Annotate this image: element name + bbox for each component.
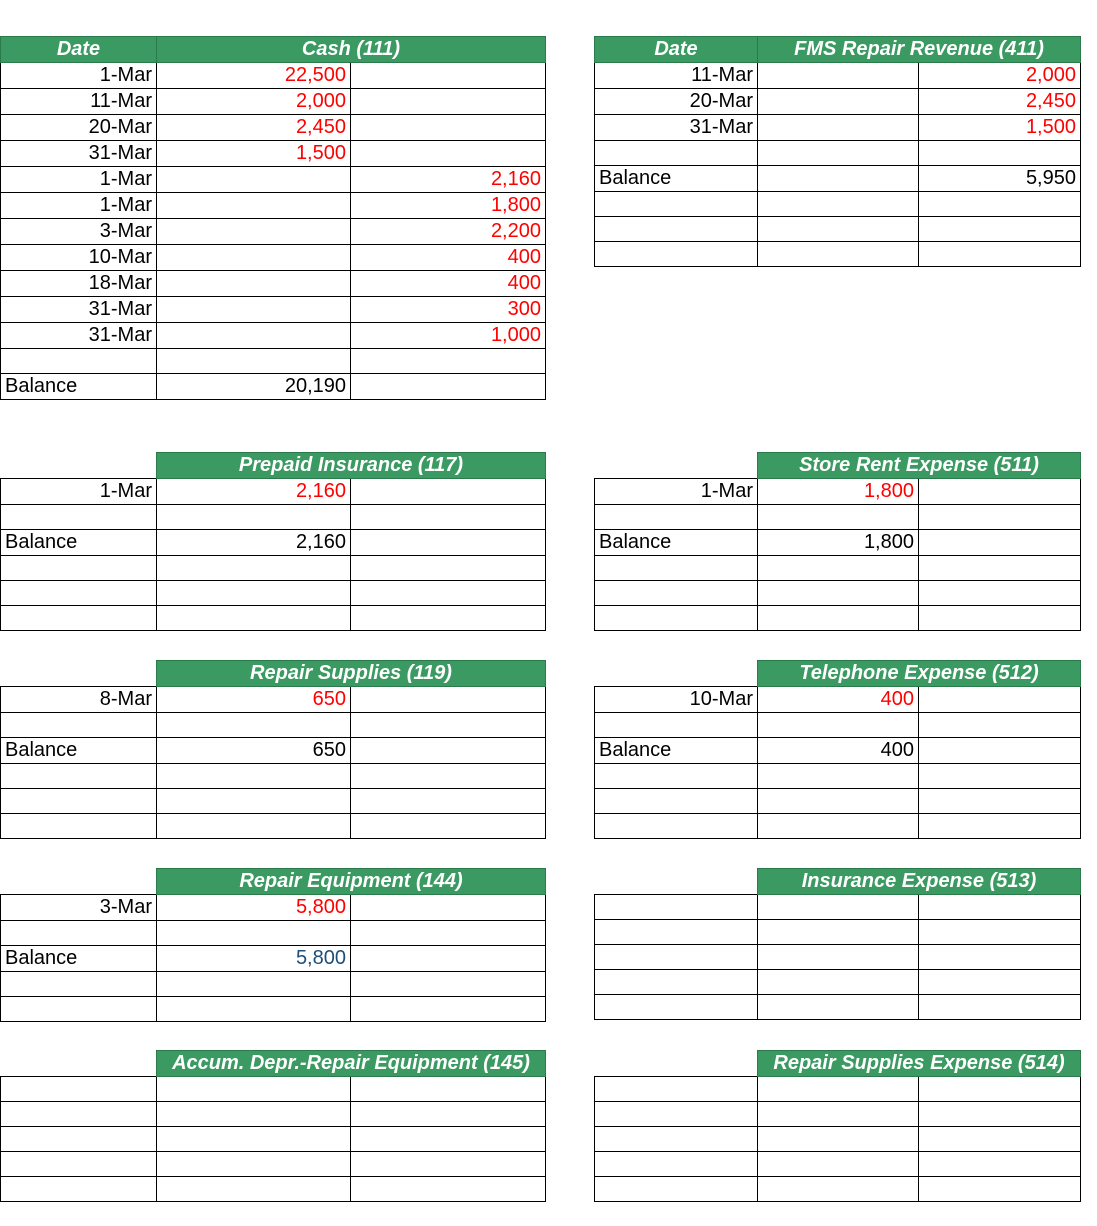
account-title: Insurance Expense (513) <box>758 869 1081 895</box>
balance-debit[interactable]: 1,800 <box>758 530 919 556</box>
cell-date[interactable]: 1-Mar <box>1 63 157 89</box>
empty-cell[interactable] <box>919 242 1081 267</box>
empty-cell[interactable] <box>157 1077 351 1102</box>
empty-cell[interactable] <box>758 764 919 789</box>
empty-cell[interactable] <box>595 1127 758 1152</box>
cell-credit[interactable] <box>919 479 1081 505</box>
cell-date[interactable]: 20-Mar <box>1 115 157 141</box>
header-spacer <box>595 1051 758 1077</box>
balance-credit[interactable] <box>919 738 1081 764</box>
ledger-store-rent-expense <box>594 452 1081 631</box>
empty-cell[interactable] <box>919 713 1081 738</box>
empty-cell[interactable] <box>758 1077 919 1102</box>
header-spacer <box>1 869 157 895</box>
empty-cell[interactable] <box>595 1177 758 1202</box>
empty-row <box>595 945 1081 970</box>
cell-date[interactable]: 18-Mar <box>1 271 157 297</box>
balance-row <box>595 530 1081 556</box>
empty-cell[interactable] <box>157 556 351 581</box>
empty-cell[interactable] <box>595 192 758 217</box>
empty-cell[interactable] <box>1 789 157 814</box>
empty-cell[interactable] <box>351 814 546 839</box>
table-row <box>1 193 546 219</box>
cell-debit[interactable] <box>157 271 351 297</box>
cell-credit[interactable]: 1,000 <box>351 323 546 349</box>
balance-label[interactable]: Balance <box>595 738 758 764</box>
table-row <box>1 167 546 193</box>
balance-debit[interactable]: 650 <box>157 738 351 764</box>
empty-cell[interactable] <box>758 995 919 1020</box>
empty-cell[interactable] <box>919 192 1081 217</box>
empty-cell[interactable] <box>595 141 758 166</box>
empty-cell[interactable] <box>1 505 157 530</box>
empty-row <box>1 556 546 581</box>
empty-cell[interactable] <box>758 141 919 166</box>
empty-cell[interactable] <box>157 814 351 839</box>
balance-credit[interactable] <box>351 946 546 972</box>
empty-row <box>595 713 1081 738</box>
cell-date[interactable]: 1-Mar <box>595 479 758 505</box>
empty-cell[interactable] <box>1 764 157 789</box>
empty-cell[interactable] <box>919 606 1081 631</box>
cell-date[interactable]: 3-Mar <box>1 219 157 245</box>
empty-cell[interactable] <box>351 713 546 738</box>
cell-debit[interactable]: 5,800 <box>157 895 351 921</box>
cell-debit[interactable] <box>758 115 919 141</box>
cell-date[interactable]: 11-Mar <box>595 63 758 89</box>
empty-cell[interactable] <box>351 556 546 581</box>
cell-debit[interactable]: 2,450 <box>157 115 351 141</box>
empty-cell[interactable] <box>758 1127 919 1152</box>
cell-credit[interactable]: 2,450 <box>919 89 1081 115</box>
empty-row <box>595 505 1081 530</box>
cell-date[interactable]: 10-Mar <box>595 687 758 713</box>
table-row <box>595 687 1081 713</box>
empty-cell[interactable] <box>919 1177 1081 1202</box>
empty-cell[interactable] <box>351 1102 546 1127</box>
cell-date[interactable]: 31-Mar <box>1 297 157 323</box>
ledger-repair-equipment <box>0 868 546 1022</box>
empty-cell[interactable] <box>919 556 1081 581</box>
empty-cell[interactable] <box>919 217 1081 242</box>
empty-cell[interactable] <box>595 1152 758 1177</box>
table-row <box>1 687 546 713</box>
empty-cell[interactable] <box>919 141 1081 166</box>
ledger-prepaid-insurance <box>0 452 546 631</box>
cell-date[interactable]: 3-Mar <box>1 895 157 921</box>
empty-row <box>595 217 1081 242</box>
empty-cell[interactable] <box>595 1077 758 1102</box>
balance-label[interactable]: Balance <box>1 530 157 556</box>
cell-debit[interactable] <box>157 219 351 245</box>
empty-cell[interactable] <box>351 1152 546 1177</box>
table-row <box>1 141 546 167</box>
ledger-repair-supplies-expense <box>594 1050 1081 1202</box>
header-spacer <box>1 453 157 479</box>
cell-debit[interactable]: 22,500 <box>157 63 351 89</box>
header-spacer <box>1 1051 157 1077</box>
empty-cell[interactable] <box>157 581 351 606</box>
empty-row <box>595 581 1081 606</box>
empty-row <box>595 895 1081 920</box>
empty-cell[interactable] <box>157 606 351 631</box>
empty-cell[interactable] <box>595 789 758 814</box>
cell-credit[interactable] <box>919 687 1081 713</box>
empty-cell[interactable] <box>351 1177 546 1202</box>
empty-cell[interactable] <box>157 764 351 789</box>
account-title: Repair Supplies (119) <box>157 661 546 687</box>
empty-cell[interactable] <box>758 505 919 530</box>
empty-row <box>1 972 546 997</box>
empty-cell[interactable] <box>595 581 758 606</box>
empty-row <box>595 1127 1081 1152</box>
cell-date[interactable]: 8-Mar <box>1 687 157 713</box>
ledger-cash <box>0 36 546 400</box>
empty-cell[interactable] <box>351 1077 546 1102</box>
cell-credit[interactable]: 300 <box>351 297 546 323</box>
empty-cell[interactable] <box>919 895 1081 920</box>
cell-credit[interactable]: 1,500 <box>919 115 1081 141</box>
cell-credit[interactable] <box>351 63 546 89</box>
empty-cell[interactable] <box>919 920 1081 945</box>
balance-debit[interactable]: 20,190 <box>157 374 351 400</box>
empty-cell[interactable] <box>758 789 919 814</box>
cell-date[interactable]: 1-Mar <box>1 479 157 505</box>
cell-date[interactable]: 1-Mar <box>1 167 157 193</box>
empty-cell[interactable] <box>351 1127 546 1152</box>
cell-debit[interactable]: 1,800 <box>758 479 919 505</box>
cell-date[interactable]: 31-Mar <box>595 115 758 141</box>
empty-cell[interactable] <box>1 556 157 581</box>
empty-cell[interactable] <box>758 920 919 945</box>
cell-credit[interactable] <box>351 687 546 713</box>
cell-credit[interactable]: 2,200 <box>351 219 546 245</box>
cell-date[interactable]: 10-Mar <box>1 245 157 271</box>
cell-debit[interactable]: 2,160 <box>157 479 351 505</box>
table-row <box>1 115 546 141</box>
empty-cell[interactable] <box>157 1127 351 1152</box>
cell-date[interactable]: 31-Mar <box>1 141 157 167</box>
empty-cell[interactable] <box>351 606 546 631</box>
account-title: Repair Supplies Expense (514) <box>758 1051 1081 1077</box>
empty-cell[interactable] <box>1 1102 157 1127</box>
empty-cell[interactable] <box>919 970 1081 995</box>
cell-debit[interactable]: 650 <box>157 687 351 713</box>
empty-cell[interactable] <box>351 921 546 946</box>
balance-row <box>1 530 546 556</box>
empty-cell[interactable] <box>919 1077 1081 1102</box>
empty-cell[interactable] <box>157 921 351 946</box>
cell-credit[interactable] <box>351 89 546 115</box>
cell-debit[interactable] <box>157 323 351 349</box>
empty-cell[interactable] <box>758 895 919 920</box>
table-row <box>595 115 1081 141</box>
empty-row <box>1 349 546 374</box>
empty-row <box>595 192 1081 217</box>
balance-credit[interactable] <box>351 374 546 400</box>
empty-cell[interactable] <box>758 556 919 581</box>
empty-row <box>1 606 546 631</box>
empty-cell[interactable] <box>758 1152 919 1177</box>
header-spacer <box>595 453 758 479</box>
empty-cell[interactable] <box>1 1077 157 1102</box>
empty-cell[interactable] <box>919 789 1081 814</box>
cell-debit[interactable] <box>758 63 919 89</box>
empty-cell[interactable] <box>919 814 1081 839</box>
balance-debit[interactable]: 5,800 <box>157 946 351 972</box>
empty-cell[interactable] <box>157 789 351 814</box>
empty-row <box>595 920 1081 945</box>
empty-cell[interactable] <box>919 764 1081 789</box>
empty-row <box>1 581 546 606</box>
empty-cell[interactable] <box>595 895 758 920</box>
empty-cell[interactable] <box>758 1177 919 1202</box>
empty-cell[interactable] <box>758 945 919 970</box>
empty-cell[interactable] <box>351 764 546 789</box>
table-row <box>1 271 546 297</box>
empty-cell[interactable] <box>157 713 351 738</box>
empty-cell[interactable] <box>595 713 758 738</box>
header-date: Date <box>595 37 758 63</box>
empty-cell[interactable] <box>351 581 546 606</box>
empty-cell[interactable] <box>595 556 758 581</box>
empty-cell[interactable] <box>595 505 758 530</box>
cell-credit[interactable]: 2,000 <box>919 63 1081 89</box>
empty-cell[interactable] <box>595 945 758 970</box>
cell-debit[interactable]: 1,500 <box>157 141 351 167</box>
empty-row <box>1 713 546 738</box>
empty-cell[interactable] <box>1 997 157 1022</box>
account-title: Cash (111) <box>157 37 546 63</box>
empty-cell[interactable] <box>758 242 919 267</box>
cell-credit[interactable] <box>351 115 546 141</box>
empty-row <box>1 1102 546 1127</box>
balance-credit[interactable]: 5,950 <box>919 166 1081 192</box>
empty-cell[interactable] <box>919 1102 1081 1127</box>
empty-cell[interactable] <box>1 606 157 631</box>
ledger-revenue <box>594 36 1081 267</box>
table-row <box>595 63 1081 89</box>
empty-row <box>595 1077 1081 1102</box>
table-row <box>1 297 546 323</box>
cell-credit[interactable] <box>351 141 546 167</box>
ledger-telephone-expense <box>594 660 1081 839</box>
table-row <box>1 89 546 115</box>
balance-debit[interactable]: 2,160 <box>157 530 351 556</box>
empty-row <box>595 141 1081 166</box>
account-title: Accum. Depr.-Repair Equipment (145) <box>157 1051 546 1077</box>
empty-cell[interactable] <box>758 814 919 839</box>
empty-cell[interactable] <box>758 970 919 995</box>
balance-label[interactable]: Balance <box>595 530 758 556</box>
empty-row <box>595 995 1081 1020</box>
cell-date[interactable]: 31-Mar <box>1 323 157 349</box>
empty-row <box>1 764 546 789</box>
empty-cell[interactable] <box>919 945 1081 970</box>
account-title: FMS Repair Revenue (411) <box>758 37 1081 63</box>
cell-date[interactable]: 11-Mar <box>1 89 157 115</box>
empty-row <box>1 997 546 1022</box>
empty-row <box>1 1077 546 1102</box>
cell-credit[interactable]: 400 <box>351 271 546 297</box>
table-row <box>1 323 546 349</box>
account-title: Repair Equipment (144) <box>157 869 546 895</box>
cell-debit[interactable] <box>157 167 351 193</box>
empty-row <box>595 1102 1081 1127</box>
empty-cell[interactable] <box>919 581 1081 606</box>
cell-debit[interactable] <box>157 245 351 271</box>
empty-row <box>595 556 1081 581</box>
cell-credit[interactable]: 1,800 <box>351 193 546 219</box>
empty-row <box>595 1177 1081 1202</box>
header-spacer <box>595 661 758 687</box>
header-spacer <box>595 869 758 895</box>
ledger-accum-depr <box>0 1050 546 1202</box>
empty-cell[interactable] <box>595 217 758 242</box>
table-row <box>1 219 546 245</box>
balance-credit[interactable] <box>351 738 546 764</box>
empty-row <box>1 789 546 814</box>
empty-cell[interactable] <box>919 1152 1081 1177</box>
empty-cell[interactable] <box>758 581 919 606</box>
empty-cell[interactable] <box>157 505 351 530</box>
table-row <box>1 479 546 505</box>
account-title: Store Rent Expense (511) <box>758 453 1081 479</box>
cell-credit[interactable] <box>351 895 546 921</box>
empty-cell[interactable] <box>157 972 351 997</box>
ledger-insurance-expense <box>594 868 1081 1020</box>
table-row <box>1 895 546 921</box>
empty-cell[interactable] <box>1 349 157 374</box>
empty-row <box>595 1152 1081 1177</box>
empty-cell[interactable] <box>758 1102 919 1127</box>
empty-row <box>595 764 1081 789</box>
cell-debit[interactable] <box>758 89 919 115</box>
header-spacer <box>1 661 157 687</box>
empty-cell[interactable] <box>157 997 351 1022</box>
cell-date[interactable]: 1-Mar <box>1 193 157 219</box>
empty-cell[interactable] <box>157 1177 351 1202</box>
balance-row <box>595 166 1081 192</box>
empty-cell[interactable] <box>919 1127 1081 1152</box>
empty-row <box>595 814 1081 839</box>
cell-debit[interactable]: 2,000 <box>157 89 351 115</box>
empty-cell[interactable] <box>1 1127 157 1152</box>
balance-credit[interactable] <box>351 530 546 556</box>
empty-row <box>1 814 546 839</box>
empty-cell[interactable] <box>351 972 546 997</box>
empty-cell[interactable] <box>1 1152 157 1177</box>
empty-cell[interactable] <box>595 606 758 631</box>
empty-cell[interactable] <box>1 814 157 839</box>
balance-debit[interactable]: 400 <box>758 738 919 764</box>
balance-debit[interactable] <box>758 166 919 192</box>
empty-cell[interactable] <box>919 995 1081 1020</box>
empty-cell[interactable] <box>595 814 758 839</box>
empty-cell[interactable] <box>758 217 919 242</box>
balance-label[interactable]: Balance <box>1 374 157 400</box>
table-row <box>595 89 1081 115</box>
empty-row <box>1 1152 546 1177</box>
empty-cell[interactable] <box>351 789 546 814</box>
balance-row <box>595 738 1081 764</box>
empty-cell[interactable] <box>1 581 157 606</box>
empty-cell[interactable] <box>1 972 157 997</box>
empty-cell[interactable] <box>758 713 919 738</box>
empty-cell[interactable] <box>351 349 546 374</box>
empty-row <box>1 1127 546 1152</box>
empty-cell[interactable] <box>1 713 157 738</box>
cell-credit[interactable] <box>351 479 546 505</box>
cell-credit[interactable]: 400 <box>351 245 546 271</box>
empty-cell[interactable] <box>157 349 351 374</box>
empty-cell[interactable] <box>595 970 758 995</box>
empty-row <box>595 970 1081 995</box>
empty-cell[interactable] <box>595 995 758 1020</box>
balance-label[interactable]: Balance <box>595 166 758 192</box>
empty-cell[interactable] <box>919 505 1081 530</box>
balance-row <box>1 946 546 972</box>
header-date: Date <box>1 37 157 63</box>
empty-row <box>1 505 546 530</box>
empty-cell[interactable] <box>1 921 157 946</box>
balance-label[interactable]: Balance <box>1 738 157 764</box>
empty-row <box>1 921 546 946</box>
empty-cell[interactable] <box>758 606 919 631</box>
empty-cell[interactable] <box>157 1102 351 1127</box>
empty-row <box>595 789 1081 814</box>
empty-row <box>595 606 1081 631</box>
table-row <box>1 63 546 89</box>
empty-cell[interactable] <box>595 242 758 267</box>
empty-row <box>1 1177 546 1202</box>
ledger-repair-supplies <box>0 660 546 839</box>
account-title: Telephone Expense (512) <box>758 661 1081 687</box>
empty-cell[interactable] <box>595 764 758 789</box>
empty-cell[interactable] <box>351 505 546 530</box>
account-title: Prepaid Insurance (117) <box>157 453 546 479</box>
empty-cell[interactable] <box>595 1102 758 1127</box>
empty-cell[interactable] <box>1 1177 157 1202</box>
balance-label[interactable]: Balance <box>1 946 157 972</box>
balance-row <box>1 738 546 764</box>
table-row <box>595 479 1081 505</box>
cell-debit[interactable] <box>157 297 351 323</box>
empty-cell[interactable] <box>758 192 919 217</box>
empty-cell[interactable] <box>351 997 546 1022</box>
cell-credit[interactable]: 2,160 <box>351 167 546 193</box>
cell-debit[interactable] <box>157 193 351 219</box>
empty-row <box>595 242 1081 267</box>
balance-credit[interactable] <box>919 530 1081 556</box>
empty-cell[interactable] <box>157 1152 351 1177</box>
empty-cell[interactable] <box>595 920 758 945</box>
cell-date[interactable]: 20-Mar <box>595 89 758 115</box>
balance-row <box>1 374 546 400</box>
cell-debit[interactable]: 400 <box>758 687 919 713</box>
table-row <box>1 245 546 271</box>
